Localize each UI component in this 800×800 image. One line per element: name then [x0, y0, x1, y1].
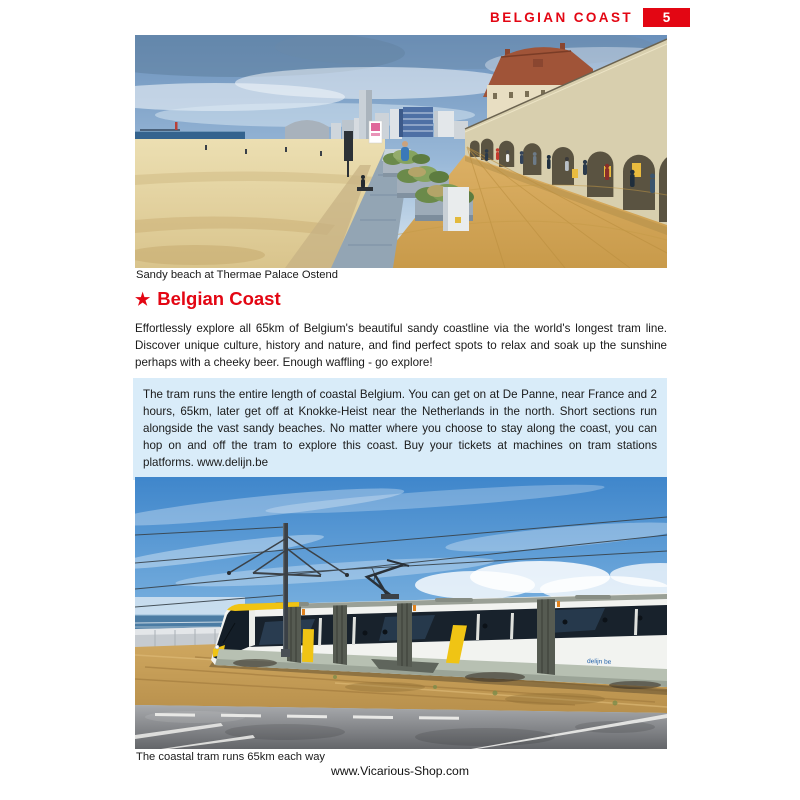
page-header — [135, 7, 690, 28]
info-box-paragraph — [143, 386, 657, 471]
delijn-link[interactable]: www.delijn.be — [197, 456, 269, 469]
section-title: BELGIAN COAST — [490, 10, 633, 25]
info-box-text: The tram runs the entire length of coastal Belgium. You can get on at De Panne, near France and 2 hours, 65km, later get off at Knokke-Heist near the Netherlands in the north. Short sections run alongside the vast sandy beaches. No matter where you choose to stay along the coast, you can hop on and off the tram to explore this coast. Buy your tickets at machines on tram stations platforms. — [143, 388, 657, 469]
article-heading — [135, 288, 281, 310]
footer-website[interactable]: www.Vicarious-Shop.com — [331, 764, 469, 778]
tram-photo-caption: The coastal tram runs 65km each way — [136, 751, 326, 763]
tram-photo — [135, 477, 667, 749]
tram-operator-label: delijn be — [586, 658, 612, 666]
article-title: Belgian Coast — [157, 288, 281, 309]
intro-paragraph: Effortlessly explore all 65km of Belgium's beautiful sandy coastline via the world's longest tram line. Discover unique culture, history and nature, and find perfect spots to relax and soak up the sunshine perhaps with a cheeky beer. Enough waffling - go explore! — [135, 322, 667, 369]
beach-photo-caption: Sandy beach at Thermae Palace Ostend — [136, 269, 338, 281]
tram-info-box — [133, 378, 667, 480]
star-icon: ★ — [135, 290, 151, 309]
beach-photo — [135, 35, 667, 268]
page-number-badge: 5 — [643, 8, 690, 27]
